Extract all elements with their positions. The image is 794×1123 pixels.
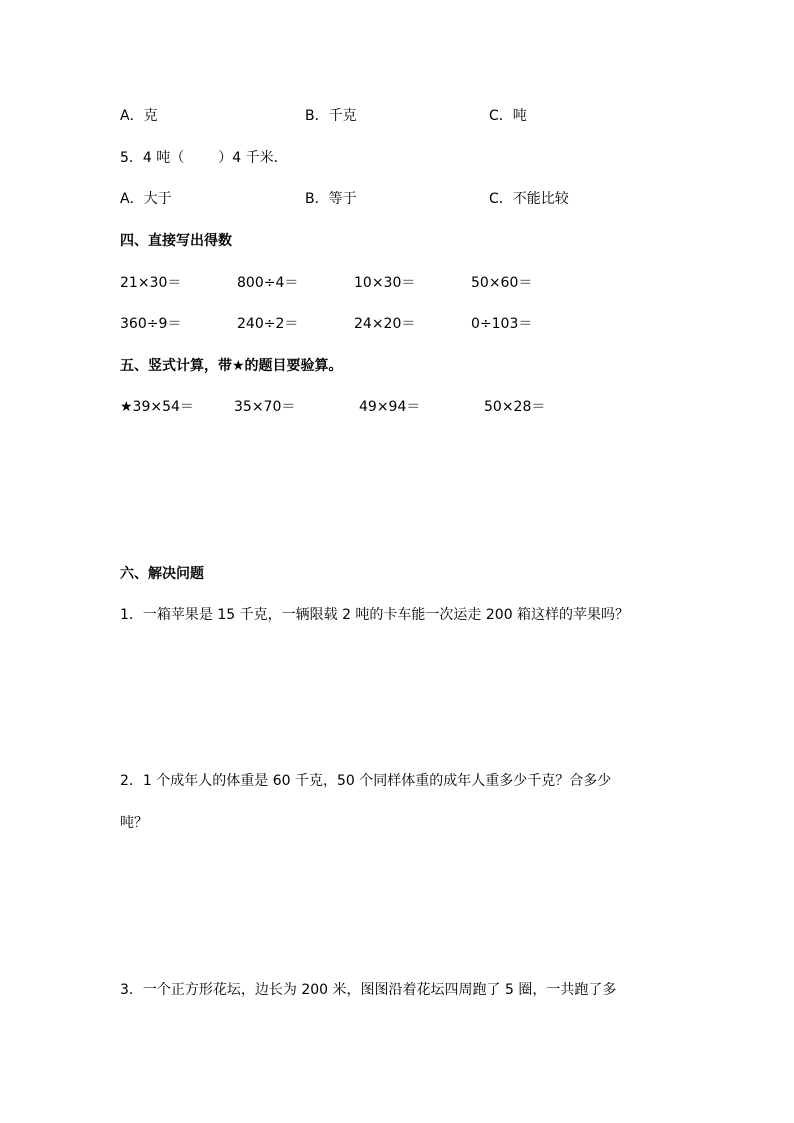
section5-heading <box>0 356 794 376</box>
section5-row <box>0 397 794 417</box>
section4-row1 <box>0 273 794 293</box>
problem-2-text: 2．1 个成年人的体重是 60 千克，50 个同样体重的成年人重多少千克？合多少 <box>120 773 612 789</box>
section4-row2 <box>0 314 794 334</box>
calc-item: 50×60＝ <box>471 275 533 291</box>
section6-title: 六、解决问题 <box>120 566 204 582</box>
section5-title: 五、竖式计算，带★的题目要验算。 <box>120 358 343 374</box>
vertical-calc-item: 35×70＝ <box>234 399 296 415</box>
q5-option-b: B．等于 <box>305 191 357 207</box>
q4-options <box>0 106 794 126</box>
problem-2-line2 <box>0 813 794 833</box>
calc-item: 800÷4＝ <box>237 275 299 291</box>
vertical-calc-item: ★39×54＝ <box>120 399 194 415</box>
problem-1-text: 1．一箱苹果是 15 千克，一辆限载 2 吨的卡车能一次运走 200 箱这样的苹果吗？ <box>120 607 630 623</box>
q5-suffix: ）4 千米． <box>218 150 288 166</box>
q4-option-b: B．千克 <box>305 108 357 124</box>
q5-options <box>0 189 794 209</box>
q4-option-a: A．克 <box>120 108 158 124</box>
q5-option-a: A．大于 <box>120 191 172 207</box>
calc-item: 21×30＝ <box>120 275 182 291</box>
calc-item: 360÷9＝ <box>120 316 182 332</box>
section4-heading <box>0 231 794 251</box>
q5-question <box>0 148 794 168</box>
q5-text <box>120 148 288 168</box>
calc-item: 240÷2＝ <box>237 316 299 332</box>
problem-2-line1 <box>0 771 794 791</box>
vertical-calc-item: 49×94＝ <box>359 399 421 415</box>
problem-3 <box>0 980 794 1000</box>
problem-3-text: 3．一个正方形花坛，边长为 200 米，图图沿着花坛四周跑了 5 圈，一共跑了多 <box>120 982 617 998</box>
q5-prefix: 5．4 吨（ <box>120 150 185 166</box>
problem-2-text-cont: 吨？ <box>120 815 148 831</box>
calc-item: 24×20＝ <box>354 316 416 332</box>
problem-1 <box>0 605 794 625</box>
section6-heading <box>0 564 794 584</box>
section4-title: 四、直接写出得数 <box>120 233 232 249</box>
calc-item: 0÷103＝ <box>471 316 533 332</box>
vertical-calc-item: 50×28＝ <box>484 399 546 415</box>
calc-item: 10×30＝ <box>354 275 416 291</box>
q4-option-c: C．吨 <box>489 108 527 124</box>
q5-option-c: C．不能比较 <box>489 191 569 207</box>
